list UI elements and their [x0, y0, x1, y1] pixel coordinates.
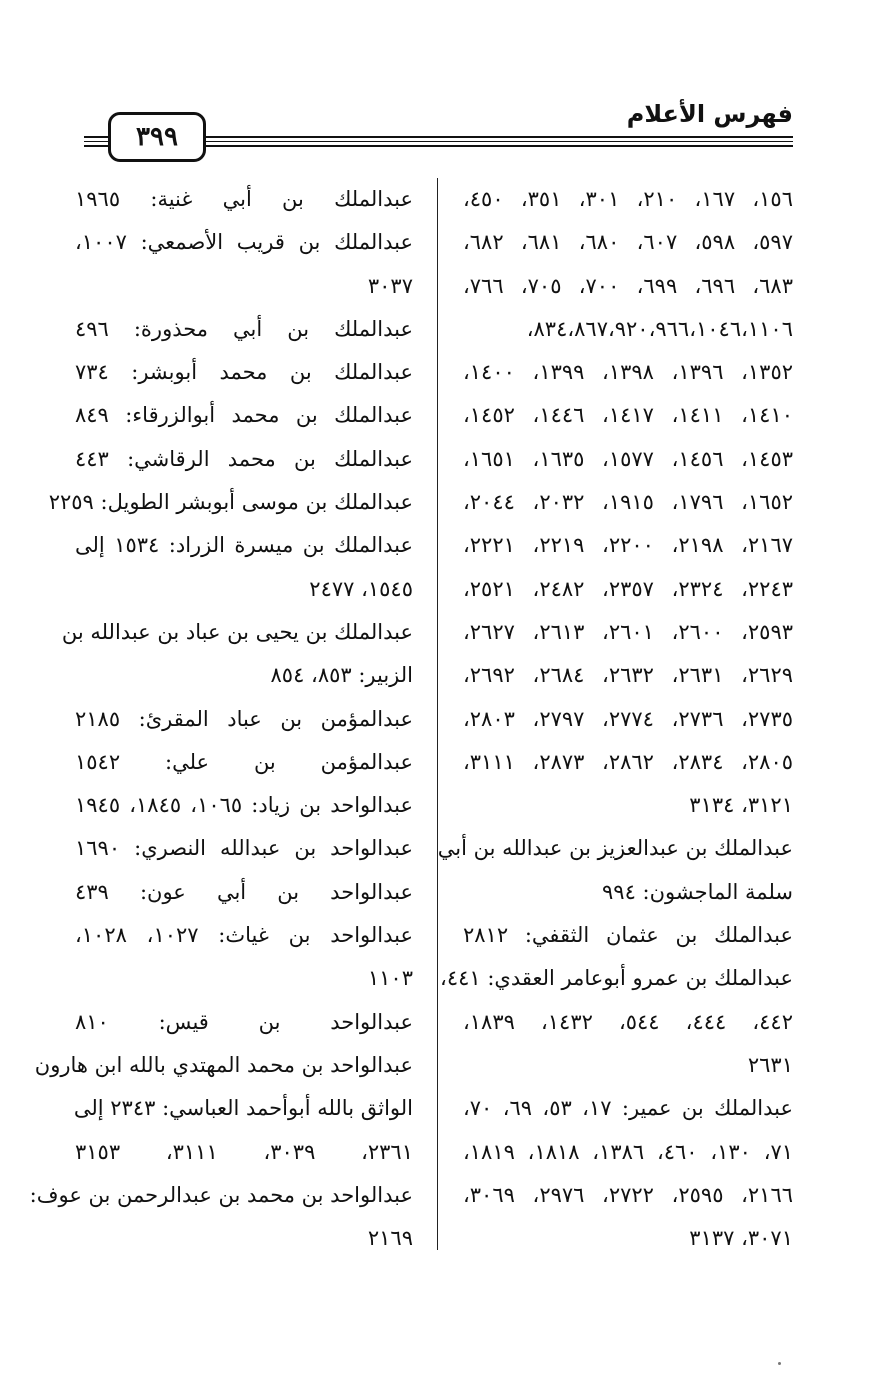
index-line: ٣٠٣٧ — [367, 273, 413, 298]
index-line: سلمة الماجشون: ٩٩٤ — [602, 879, 793, 904]
index-line: عبدالواحد بن محمد المهتدي بالله ابن هارون — [34, 1052, 413, 1077]
index-line: عبدالواحد بن قيس: ٨١٠ — [75, 1009, 413, 1034]
index-line: الواثق بالله أبوأحمد العباسي: ٢٣٤٣ إلى — [73, 1096, 413, 1121]
index-line: ١٣٥٢، ١٣٩٦، ١٣٩٨، ١٣٩٩، ١٤٠٠، — [463, 360, 794, 385]
index-line: ٧١، ١٣٠، ٤٦٠، ١٣٨٦، ١٨١٨، ١٨١٩، — [463, 1139, 794, 1164]
index-line: عبدالواحد بن غياث: ١٠٢٧، ١٠٢٨، — [75, 923, 414, 948]
index-line: عبدالملك بن محمد أبوبشر: ٧٣٤ — [75, 360, 413, 385]
paper-speck — [778, 1362, 781, 1365]
index-line: ١٤١٠، ١٤١١، ١٤١٧، ١٤٤٦، ١٤٥٢، — [463, 403, 794, 428]
index-line: ٢٧٣٥، ٢٧٣٦، ٢٧٧٤، ٢٧٩٧، ٢٨٠٣، — [463, 706, 794, 731]
index-line: ٢٢٤٣، ٢٣٢٤، ٢٣٥٧، ٢٤٨٢، ٢٥٢١، — [463, 576, 794, 601]
index-line: عبدالواحد بن أبي عون: ٤٣٩ — [75, 879, 413, 904]
index-line: ٨٣٤،٨٦٧،٩٢٠،٩٦٦،١٠٤٦،١١٠٦، — [526, 316, 793, 341]
index-line: عبدالمؤمن بن علي: ١٥٤٢ — [75, 749, 413, 774]
index-line: عبدالواحد بن زياد: ١٠٦٥، ١٨٤٥، ١٩٤٥ — [75, 793, 414, 818]
index-line: عبدالواحد بن عبدالله النصري: ١٦٩٠ — [75, 836, 413, 861]
index-line: عبدالمؤمن بن عباد المقرئ: ٢١٨٥ — [75, 706, 413, 731]
index-line: ٢٨٠٥، ٢٨٣٤، ٢٨٦٢، ٢٨٧٣، ٣١١١، — [463, 749, 794, 774]
index-line: عبدالملك بن عثمان الثقفي: ٢٨١٢ — [463, 923, 793, 948]
index-line: عبدالملك بن عمرو أبوعامر العقدي: ٤٤١، — [440, 966, 793, 991]
index-line: ٥٩٧، ٥٩٨، ٦٠٧، ٦٨٠، ٦٨١، ٦٨٢، — [463, 230, 793, 255]
index-line: عبدالملك بن يحيى بن عباد بن عبدالله بن — [61, 619, 413, 644]
index-line: ١١٠٣ — [367, 966, 413, 991]
index-line: عبدالواحد بن محمد بن عبدالرحمن بن عوف: — [29, 1182, 413, 1207]
running-header-title: فهرس الأعلام — [626, 100, 793, 128]
index-line: ٢٦٢٩، ٢٦٣١، ٢٦٣٢، ٢٦٨٤، ٢٦٩٢، — [463, 663, 794, 688]
index-line: ٤٤٢، ٤٤٤، ٥٤٤، ١٤٣٢، ١٨٣٩، — [463, 1009, 793, 1034]
index-line: عبدالملك بن عبدالعزيز بن عبدالله بن أبي — [437, 836, 793, 861]
index-line: ٦٨٣، ٦٩٦، ٦٩٩، ٧٠٠، ٧٠٥، ٧٦٦، — [463, 273, 793, 298]
index-line: ٢١٦٩ — [367, 1226, 413, 1251]
index-line: عبدالملك بن ميسرة الزراد: ١٥٣٤ إلى — [75, 533, 413, 558]
index-line: عبدالملك بن محمد أبوالزرقاء: ٨٤٩ — [75, 403, 413, 428]
index-line: ١٥٤٥، ٢٤٧٧ — [309, 576, 413, 601]
index-line: ٢٥٩٣، ٢٦٠٠، ٢٦٠١، ٢٦١٣، ٢٦٢٧، — [463, 619, 794, 644]
index-line: عبدالملك بن موسى أبوبشر الطويل: ٢٢٥٩ — [48, 490, 413, 515]
right-column — [437, 178, 794, 1260]
index-line: عبدالملك بن أبي غنية: ١٩٦٥ — [75, 187, 413, 211]
index-line: عبدالملك بن محمد الرقاشي: ٤٤٣ — [75, 446, 413, 471]
page-number: ٣٩٩ — [108, 112, 206, 162]
index-line: ١٤٥٣، ١٤٥٦، ١٥٧٧، ١٦٣٥، ١٦٥١، — [463, 446, 794, 471]
index-line: عبدالملك بن عمير: ١٧، ٥٣، ٦٩، ٧٠، — [463, 1096, 794, 1121]
left-column — [29, 178, 414, 1260]
index-line: ١٥٦، ١٦٧، ٢١٠، ٣٠١، ٣٥١، ٤٥٠، — [463, 187, 793, 211]
index-line: عبدالملك بن أبي محذورة: ٤٩٦ — [75, 316, 413, 341]
index-line: ٣١٢١، ٣١٣٤ — [689, 793, 793, 818]
index-line: عبدالملك بن قريب الأصمعي: ١٠٠٧، — [75, 230, 413, 255]
index-line: ٢٣٦١، ٣٠٣٩، ٣١١١، ٣١٥٣ — [75, 1139, 413, 1164]
column-divider — [437, 178, 438, 1250]
index-line: ٣٠٧١، ٣١٣٧ — [689, 1226, 793, 1251]
index-line: ٢١٦٧، ٢١٩٨، ٢٢٠٠، ٢٢١٩، ٢٢٢١، — [463, 533, 794, 558]
index-line: الزبير: ٨٥٣، ٨٥٤ — [270, 663, 413, 688]
index-line: ١٦٥٢، ١٧٩٦، ١٩١٥، ٢٠٣٢، ٢٠٤٤، — [463, 490, 794, 515]
index-line: ٢٦٣١ — [747, 1052, 793, 1077]
index-line: ٢١٦٦، ٢٥٩٥، ٢٧٢٢، ٢٩٧٦، ٣٠٦٩، — [463, 1182, 794, 1207]
